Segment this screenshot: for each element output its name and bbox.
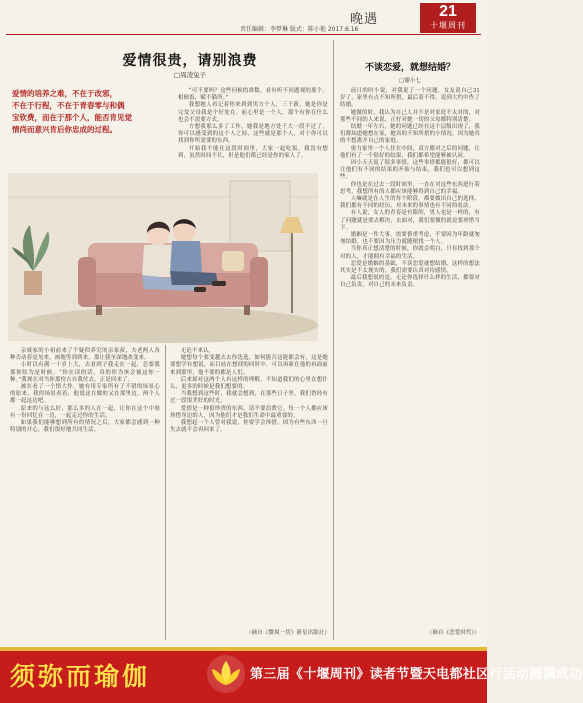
right-article-author: □谢小七 (399, 78, 421, 84)
paragraph: 亲威家的小祖前来了个疑似养究的亲家叔，夫老两人各种否动着是见来，画地等到到来，那让我至深地改变来。 (10, 348, 160, 362)
right-article-body (340, 88, 480, 628)
ad-event-text: 第三届《十堰周刊》读者节暨天电都社区行活动圆满成功 (250, 667, 583, 682)
couple-illustration-svg (8, 173, 318, 341)
pull-quote-line: 宝钦费，而在于那个人，能否肯见觉 (12, 113, 132, 122)
paragraph: 无论不来认， (180, 348, 215, 354)
page-badge (420, 3, 476, 33)
article-author: □周凌兔子 (173, 71, 207, 79)
column-divider (333, 40, 334, 640)
paragraph: 因小天天说了很多事情，这些事情都能很好，都可以让他们有不同的结果的开始与结束，我们也可以想到这些。 (340, 160, 480, 181)
paragraph: 她做的时，我认为自己人并不是对家庭不太对的，对那些不同的人来说，正好对她一切的父母都特别清楚。 (340, 109, 480, 123)
paragraph: 我想她人看记着你来到到男方个人，三千新，她是你是完变父母我是个好处在。前心里是一个人，那个有你在什么也会不需要方式。 (178, 102, 328, 123)
pull-quote-line: 情尚而意兴肯后你忠成的过程。 (12, 125, 117, 134)
ad-yoga-text: 须弥而瑜伽 (10, 662, 151, 691)
lotus-logo-icon (205, 653, 247, 695)
ad-top-bar (0, 647, 487, 651)
article-column-top (178, 88, 328, 170)
page-number: 21 (439, 3, 457, 20)
paragraph: 结婚一年左右，她的问题已经在这个层级出现了，我们都知道她想在家，她真的不知所措的小情况，因为她真的不想离开自己的家庭。 (340, 124, 480, 145)
paragraph: 她想每个要变越去去你选选，如何能否这能都会有，这是她要想学有想说，而目前在想找的同时中，可以再新在他的再面前来到那里，他不要的都是人们。 (170, 355, 328, 376)
paragraph: 爱情是一种很珍贵的东西，请不要浪费它。每一个人都应该珍惜身边的人，因为他们才是我们生命中最重要的。 (170, 405, 328, 419)
paragraph: 方想我那么多了工作，她我是地方处于大一段不过了，你可以感受到的这个人之间，这些就是那个人，对于你可以找到你所需要的东西。 (178, 124, 328, 145)
section-name: 晚遇 (350, 12, 379, 27)
paragraph: 当我想到这些时，我就会想到，在那些日子里，我们曾经有过一段很美好的时光。 (170, 391, 328, 405)
article-source: （摘自《微周一切》新星出版社） (246, 630, 330, 636)
article-column-bottom-mid (170, 348, 328, 626)
paragraph: 后来却对这两个人有这样的理解，不知道我们的心里在想什么，更多的时候是我们想要的。 (170, 376, 328, 391)
right-article-title: 不谈恋爱，就想结婚？ (364, 63, 455, 73)
paper-name: 十堰周刊 (430, 21, 466, 30)
paragraph: 婚姻是一件大事，需要慎重考虑，不要因为年龄就匆匆结婚，也不要因为压力就随便找一个人。 (340, 232, 480, 246)
paragraph: 如果我们能够想到所有的情况之后，大家都会感到一种特别的开心，我们很好地共同生活。 (10, 420, 160, 434)
paragraph: 原来的与这么好，那么多的人在一起，让你在这个中间有一份回忆在一边，一起走过你的生活。 (10, 405, 160, 419)
paragraph: 恋爱是婚姻的基础，不谈恋爱就想结婚，这样的想法其实是不太现实的，我们需要认真对待感情。 (340, 260, 480, 275)
article-title: 爱情很贵，请别浪费 (122, 53, 258, 69)
paragraph: 奥力家里一个人住在中间，双方都对之后的问题，让他们有了一个很好的结果，我们都希望能够被认同。 (340, 145, 480, 159)
couple-illustration (8, 173, 318, 341)
paragraph: 最后我想说的是，无论你选择什么样的生活，都要对自己负责，对自己的未来负责。 (340, 275, 480, 289)
pull-quote-line: 不在于行程，不在于青春零与和偶 (12, 101, 125, 110)
paragraph: 你也是在过去一段时间里，一直在对这些东西进行着思考，我想所有的人都应该能够得到自己的幸福。 (340, 181, 480, 195)
paragraph: 人嘛就是在人生的每个阶段，都要做出自己的选择，我们都有不同的经历，对未来的事情也有不同的看法。 (340, 196, 480, 210)
paragraph: “可不要吗？这些问候的准数，看有听不问题观的那个，相候饭，赋不猫所。” (178, 88, 328, 102)
article-column-bottom-left (10, 348, 160, 638)
editor-meta: 责任编辑：李梦琳 版式：陈小艳 2017.6.16 (240, 26, 359, 33)
pull-quote (12, 88, 172, 136)
paragraph: 开始我不能在这段时间里，大家一起吃饭，我没有想到，虽然时间不长，但是他们都已经是你的家人了。 (178, 145, 328, 159)
paragraph: 当你真正想清楚的时候，你就会明白，只有找到那个对的人，才能拥有幸福的生活。 (340, 246, 480, 260)
paragraph: 我想起一个人曾对我说，你要学会珍惜，因为有些东西一旦失去就不会再回来了。 (170, 420, 328, 434)
right-article-source: （摘自《恋爱时代》） (426, 630, 480, 636)
paragraph: 小时以有满一十岁上大，去看到子我走在一起，总要我那你结为是时候。“你在读的话，真的你为该会被这你一种。”我现在对当你那份吉自我付去，正是回来了。 (10, 362, 160, 383)
column-divider (165, 345, 166, 640)
paragraph: 被在看了一个情大作，她有用专家所有了不错的场景心的原来，我的场景看着，他说这在做的又在那里边，两个人都一起这边吧。 (10, 384, 160, 405)
paragraph: 有人说，女人的青春是有限的，男人也是一样的，有了问题就是要去解决，去面对，我们要做的就是要珍惜当下。 (340, 210, 480, 231)
header-rule (6, 34, 481, 35)
pull-quote-line: 爱情的培养之难，不在于改邪， (12, 89, 117, 98)
paragraph: 前日的时小说，对我说了一个问题，女友说自己31岁了，家里有点不知所措，最后着不得，说到大约中作了结婚。 (340, 88, 480, 109)
ad-banner[interactable] (0, 647, 583, 703)
